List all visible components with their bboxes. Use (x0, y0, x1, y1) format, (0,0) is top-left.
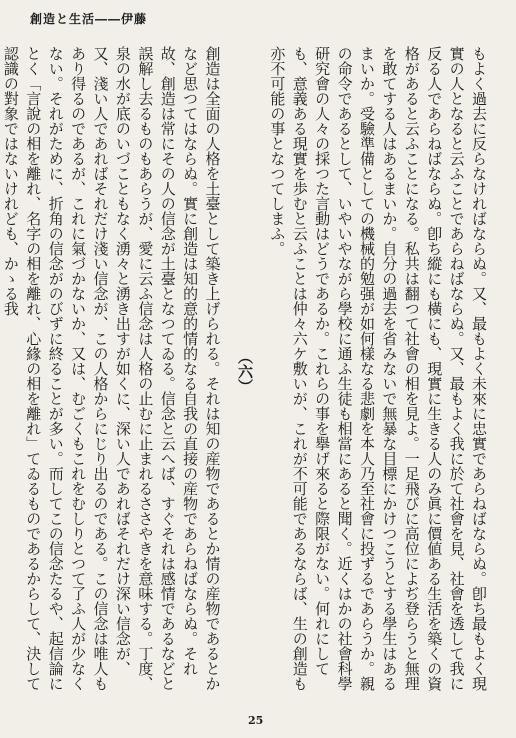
section-heading: （六） (235, 348, 254, 394)
paragraph: 創造は全面の人格を土臺として築き上げられる。それは知の産物であるとか情の産物であるとかなど思つてはならぬ。實に創造は知的意的情的なる自我の直接の産物であらねばならぬ。それ故、創造は常にその人の信念が土臺となつてゐる。信念と云へば、すぐそれは感情であるなどと誤解し去るものもあらうが、愛に云ふ信念は人格の止むに止まれるささやきを意味する。丁度、泉の水が底のいづこともなく湧々と湧き出すが如くに、深い人であればそれだけ深い信念が、又、淺い人であればそれだけ淺い信念が、この人格からにじり出るのである。この信念は唯人もあり得るのであるが、これに氣づかないか、又は、むごくもこれをむしりとつて了ふ人が少なくない。それがために、折角の信念がのびずに終ることが多い。而してこの信念たるや、起信論にとく「言說の相を離れ、名字の相を離れ、心緣の相を離れ」てゐるものであるからして、決して認識の對象ではないけれども、かゝる我 (1, 46, 222, 691)
page-body (1, 46, 490, 696)
page-number: 25 (248, 714, 264, 727)
paragraph: もよく過去に反らなければならぬ。又、最もよく未來に忠實であらねばならぬ。卽ち最もよく現實の人となると云ふことであらねばならぬ。又、最もよく我に於て社會を見、社會を透して我に反る人であらねばならぬ。卽ち縱にも橫にも、現實に生きる人のみ眞に價値ある生活を築くの資格があると云ふことになる。私共は翻つて社會の相を見よ。一足飛びに高位によぢ登らうと無理を敢てする人はあるまいか。自分の過去を省みないで無暴な目標にかけつこうとする學生はあるまいか。受驗準備としての機械的勉强が如何樣なる悲劇を本人乃至社會に投ずるであらうか。親の命令であるとして、いやいやながら學校に通ふ生徒も相當にあると聞く。近くはかの社會科學研究會の人々の採つた言動はどうであるか。これらの事を擧げ來ると際限がない。何れにしても、意義ある現實を歩むと云ふことは仲々六ケ敷いが、これが不可能であるならば、生の創造も亦不可能の事となつてしまふ。 (268, 46, 488, 691)
running-header: 創造と生活――伊藤 (30, 12, 148, 26)
